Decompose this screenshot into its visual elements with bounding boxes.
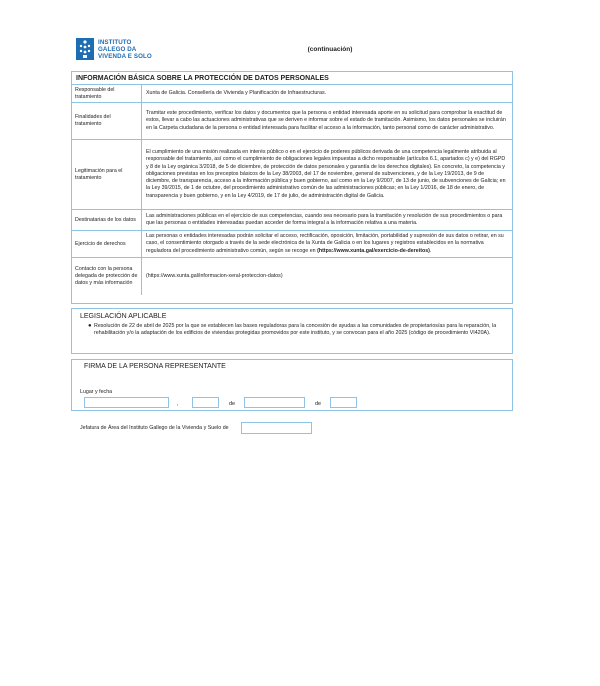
row-text: Tramitar este procedimiento, verificar los datos y documentos que la persona o entidad interesada aporte en su solicitud para comprobar la exactitud de estos, llevar a cabo las actuaciones administrativas que se deriven e informar sobre el estado de tramitación. Asimismo, los datos personales se incluirán en la Carpeta ciudadana de la persona o entidad interesada para facilitar el acceso a la información, tanto personal como de carácter administrativo. [146,110,506,131]
day-field[interactable] [192,397,219,408]
logo-line-3: VIVENDA E SOLO [98,52,152,60]
comma-separator: , [177,401,179,407]
row-label: Ejercicio de derechos [72,231,142,257]
row-label: Destinatarias de los datos [72,210,142,230]
list-item [72,321,512,337]
rights-text: Las personas o entidades interesadas podrán solicitar el acceso, rectificación, oposición, limitación, portabilidad y supresión de sus datos o retirar, en su caso, el consentimiento otorgado a través de la sede electrónica de la Xunta de Galicia o en los lugares y registros establecidos en la normativa reguladora del procedimiento administrativo común, según se recoge en [146,233,504,254]
row-text [142,231,512,257]
row-text: El cumplimiento de una misión realizada en interés público o en el ejercicio de poderes públicos derivada de una competencia legalmente atribuida al responsable del tratamiento, así como el cumplimiento de obligaciones legales impuestas a dicho responsable (artículos 6.1, apartados c) y e) del RGPD y 8 de la Ley orgánica 3/2018, de 5 de diciembre, de protección de datos personales y garantía de los derechos digitales). En concreto, la competencia y obligaciones previstas en los preceptos básicos de la Ley 38/2003, del 17 de noviembre, general de subvenciones, y de la Ley 19/2013, de 9 de diciembre, de transparencia, acceso a la información pública y buen gobierno, así como en la Ley 9/2007, de 13 de junio, de subvenciones de Galicia; en la Ley 39/2015, de 1 de octubre, del procedimiento administrativo común de las administraciones públicas; en la Ley 1/2016, de 18 de enero, de transparencia y buen gobierno, y en la Ley 4/2019, de 17 de julio, de administración digital de Galicia. [146,149,506,199]
legislation-text: Resolución de 22 de abril de 2025 por la que se establecen las bases reguladoras para la concesión de ayudas a las comunidades de propietarios/as para la reparación, la rehabilitación y/o la adaptación de los edificios de viviendas protegidas promovidos por este instituto, y se convocan para el año 2025 (código de procedimiento VI420A). [94,323,497,337]
jefatura-field[interactable] [241,422,312,434]
legislation-section [71,308,513,354]
row-text: Las administraciones públicas en el ejercicio de sus competencias, cuando sea necesario para la tramitación y resolución de sus procedimientos o para que las personas o entidades interesadas puedan acceder de forma integral a la información relativa a una materia. [146,212,503,226]
logo-line-1: INSTITUTO [98,38,132,46]
table-row [72,231,512,258]
jefatura-label: Jefatura de Área del Instituto Gallego de la Vivienda y Suelo de [80,425,229,431]
rights-text-end: . [429,247,432,254]
year-field[interactable] [330,397,357,408]
row-label: Contacto con la persona delegada de protección de datos y más información [72,258,142,295]
place-date-label: Lugar y fecha [80,389,113,395]
place-field[interactable] [84,397,169,408]
bullet-icon: ● [88,323,92,329]
table-row [72,140,512,210]
table-row [72,103,512,140]
table-row [72,258,512,295]
galicia-shield-icon [76,38,94,60]
signature-title: FIRMA DE LA PERSONA REPRESENTANTE [84,363,226,370]
data-protection-section [71,71,513,304]
table-row [72,85,512,103]
month-field[interactable] [244,397,305,408]
data-protection-title: INFORMACIÓN BÁSICA SOBRE LA PROTECCIÓN DE DATOS PERSONALES [72,72,512,85]
row-label: Responsable del tratamiento [72,85,142,102]
continuation-label: (continuación) [307,46,353,53]
institution-logo [76,38,152,60]
contact-link[interactable]: (https://www.xunta.gal/informacion-xeral-proteccion-datos) [146,272,283,279]
row-text: Xunta de Galicia. Consellería de Vivienda y Planificación de Infraestructuras. [146,89,327,96]
rights-link[interactable]: (https://www.xunta.gal/exercicio-de-dereitos) [317,247,430,254]
row-label: Finalidades del tratamiento [72,103,142,139]
row-label: Legitimación para el tratamiento [72,140,142,209]
de-label-2: de [315,401,322,407]
logo-line-2: GALEGO DA [98,45,137,53]
logo-text [98,39,152,60]
de-label-1: de [229,401,236,407]
legislation-title: LEGISLACIÓN APLICABLE [80,313,167,320]
table-row [72,210,512,231]
